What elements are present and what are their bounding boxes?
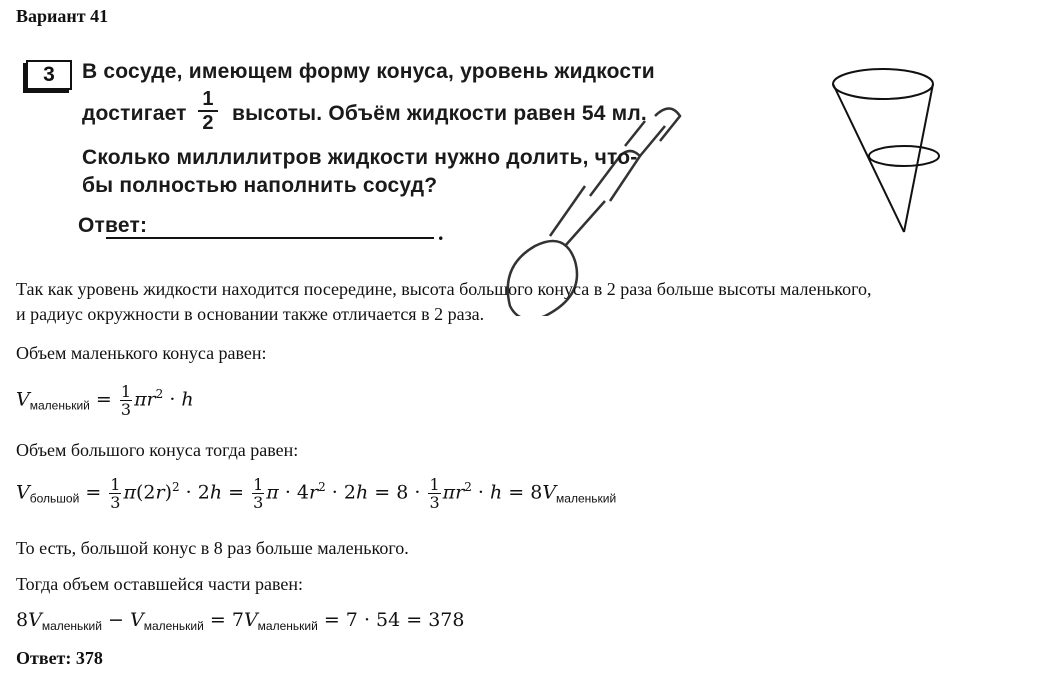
cone-right-side xyxy=(904,84,933,232)
variant-title: Вариант 41 xyxy=(16,6,109,26)
answer-line xyxy=(106,237,434,239)
solution-line-2: и радиус окружности в основании также отличается в 2 раза. xyxy=(16,304,485,324)
subscript-small-4: маленький xyxy=(143,619,204,633)
task-fraction xyxy=(198,89,218,133)
solution-line-1: Так как уровень жидкости находится посередине, высота большого конуса в 2 раза больше высоты маленького, xyxy=(16,279,872,299)
solution-line-5: То есть, большой конус в 8 раз больше маленького. xyxy=(16,538,409,558)
subscript-small-2: маленький xyxy=(556,491,617,506)
subscript-small: маленький xyxy=(29,398,90,413)
solution-line-4: Объем большого конуса тогда равен: xyxy=(16,440,299,460)
answer-dot: . xyxy=(438,220,444,245)
formula-small-volume: $V_{маленький}$ = $\frac{1}{3}$ $\pi r^2 \cdot h$ xyxy=(16,382,194,419)
final-answer: Ответ: 378 xyxy=(16,648,103,668)
solution-line-6: Тогда объем оставшейся части равен: xyxy=(16,574,303,594)
fraction-denominator: 2 xyxy=(202,112,214,134)
task-scan xyxy=(20,46,730,260)
cone-diagram xyxy=(820,60,960,240)
answer-label: Ответ: xyxy=(78,214,148,237)
formula-big-volume: $V_{большой}$ = $\frac{1}{3}$ $\pi(2r)^2 \cdot 2h$ = $\frac{1}{3}$ $\pi \cdot 4r^2 \cdot 2h = 8$ · $\frac{1}{3}$ $\pi r^2 \cdot h = 8V_{маленький}$ xyxy=(16,475,617,512)
task-line-4: бы полностью наполнить сосуд? xyxy=(82,174,438,197)
subscript-small-5: маленький xyxy=(257,619,318,633)
subscript-small-3: маленький xyxy=(41,619,102,633)
formula-remaining: $8V_{маленький} - V_{маленький} = 7V_{маленький} = 7 \cdot 54 = 378$ xyxy=(16,609,465,633)
fraction-numerator: 1 xyxy=(202,88,214,110)
subscript-big: большой xyxy=(29,491,80,506)
liquid-level-ellipse xyxy=(869,146,939,166)
task-line-2b: высоты. Объём жидкости равен 54 мл. xyxy=(232,102,647,125)
task-line-1: В сосуде, имеющем форму конуса, уровень жидкости xyxy=(82,60,655,83)
task-line-2a: достигает xyxy=(82,102,187,125)
task-number: 3 xyxy=(26,60,72,90)
cone-top-ellipse xyxy=(833,69,933,99)
task-line-3: Сколько миллилитров жидкости нужно долить, что- xyxy=(82,146,638,169)
solution-line-3: Объем маленького конуса равен: xyxy=(16,343,267,363)
